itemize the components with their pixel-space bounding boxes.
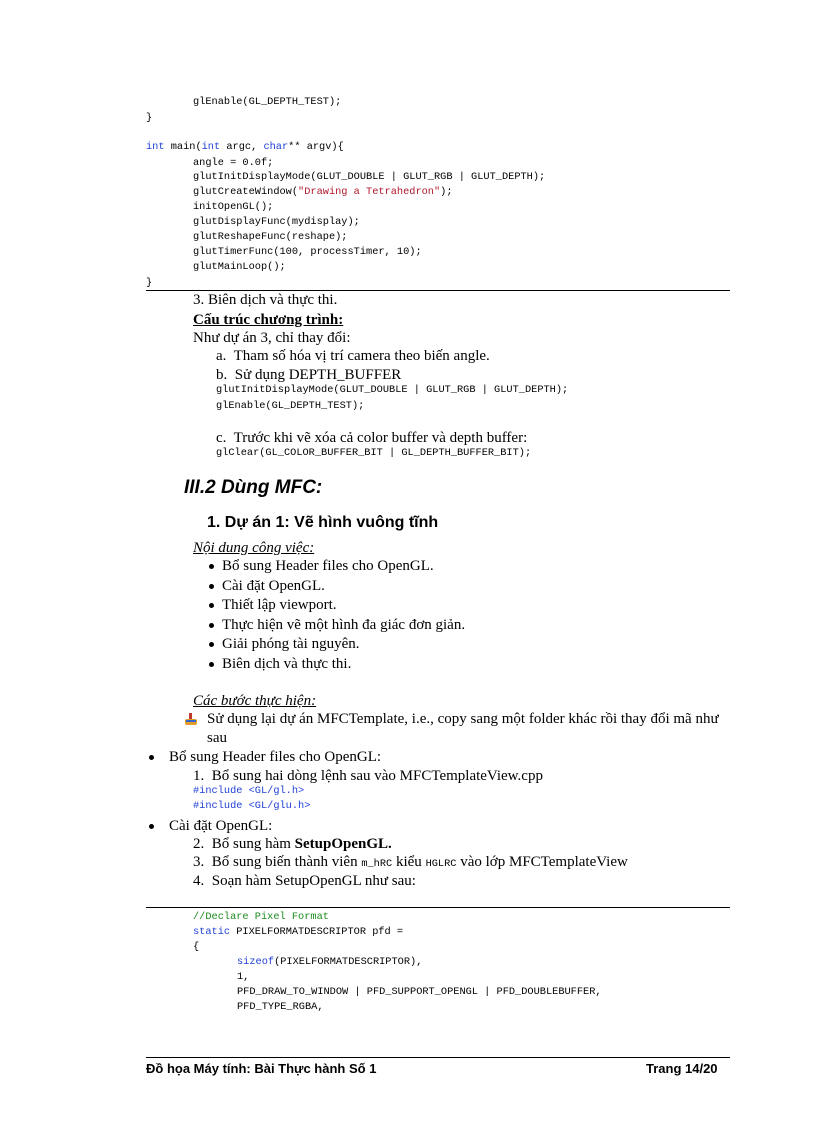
step-text: 4. Soạn hàm SetupOpenGL như sau:: [193, 873, 416, 889]
task-item: Biên dịch và thực thi.: [222, 656, 352, 672]
code-line: glutMainLoop();: [193, 261, 286, 273]
code-line: initOpenGL();: [193, 201, 274, 213]
text: vào lớp MFCTemplateView: [456, 854, 628, 870]
paragraph: Sử dụng lại dự án MFCTemplate, i.e., copy sang một folder khác rồi thay đổi mã như: [207, 711, 719, 727]
code-line: [193, 186, 453, 199]
step-text: [193, 835, 392, 853]
step-text: 3. Biên dịch và thực thi.: [193, 292, 338, 308]
code-line: glClear(GL_COLOR_BUFFER_BIT | GL_DEPTH_BUFFER_BIT);: [216, 447, 532, 459]
bullet-icon: [209, 662, 214, 667]
bullet-icon: [209, 603, 214, 608]
code-line: #include <GL/gl.h>: [193, 785, 305, 797]
string-literal: "Drawing a Tetrahedron": [298, 186, 441, 198]
footer-rule: [146, 1057, 730, 1058]
code-line: glutTimerFunc(100, processTimer, 10);: [193, 246, 422, 258]
keyword: int: [201, 141, 221, 153]
list-item: a. Tham số hóa vị trí camera theo biến angle.: [216, 348, 490, 364]
code-line: glutDisplayFunc(mydisplay);: [193, 216, 360, 228]
footer-title: Đồ họa Máy tính: Bài Thực hành Số 1: [146, 1061, 377, 1076]
code-text: argc,: [220, 141, 264, 153]
paragraph: Như dự án 3, chỉ thay đổi:: [193, 330, 351, 346]
code-line: angle = 0.0f;: [193, 157, 274, 169]
code-text: PIXELFORMATDESCRIPTOR pfd =: [230, 926, 404, 938]
bullet-icon: [209, 642, 214, 647]
subsection-heading: 1. Dự án 1: Vẽ hình vuông tĩnh: [207, 514, 439, 531]
code-line: PFD_DRAW_TO_WINDOW | PFD_SUPPORT_OPENGL | PFD_DOUBLEBUFFER,: [237, 986, 602, 998]
task-item: Cài đặt OpenGL.: [222, 578, 325, 594]
code-line-main: [146, 141, 344, 154]
code-text: main(: [164, 141, 202, 153]
bullet-item: Cài đặt OpenGL:: [169, 818, 273, 834]
text: kiểu: [392, 854, 426, 870]
keyword: sizeof: [237, 956, 275, 968]
page-number: Trang 14/20: [646, 1061, 718, 1076]
code-line: [193, 926, 403, 939]
code-block-rule: [146, 907, 730, 908]
code-line: PFD_TYPE_RGBA,: [237, 1001, 324, 1013]
code-text: (PIXELFORMATDESCRIPTOR),: [274, 956, 423, 968]
steps-title: Các bước thực hiện:: [193, 693, 317, 709]
pointer-hand-icon: [184, 713, 198, 726]
bullet-icon: [149, 824, 154, 829]
tasks-title: Nội dung công việc:: [193, 540, 315, 556]
text: 3. Bổ sung biến thành viên: [193, 854, 362, 870]
inline-code: HGLRC: [425, 858, 457, 870]
bold-text: SetupOpenGL.: [294, 836, 392, 852]
bullet-icon: [209, 623, 214, 628]
section-heading: III.2 Dùng MFC:: [184, 477, 323, 498]
step-text: 1. Bổ sung hai dòng lệnh sau vào MFCTemplateView.cpp: [193, 768, 543, 784]
task-item: Giải phóng tài nguyên.: [222, 636, 360, 652]
code-line: {: [193, 941, 200, 953]
bullet-icon: [209, 584, 214, 589]
task-item: Thực hiện vẽ một hình đa giác đơn giản.: [222, 617, 466, 633]
text: 2. Bổ sung hàm: [193, 836, 295, 852]
code-line: glEnable(GL_DEPTH_TEST);: [193, 96, 342, 108]
list-item: c. Trước khi vẽ xóa cả color buffer và depth buffer:: [216, 430, 528, 446]
keyword: int: [146, 141, 165, 153]
code-line: glEnable(GL_DEPTH_TEST);: [216, 400, 365, 412]
task-item: Bổ sung Header files cho OpenGL.: [222, 558, 434, 574]
keyword: static: [193, 926, 231, 938]
paragraph: sau: [207, 730, 227, 746]
list-item: b. Sử dụng DEPTH_BUFFER: [216, 367, 402, 383]
step-text: [193, 853, 628, 871]
bullet-item: Bổ sung Header files cho OpenGL:: [169, 749, 382, 765]
bullet-icon: [149, 755, 154, 760]
code-line: 1,: [237, 971, 250, 983]
code-line: [237, 956, 422, 969]
keyword: char: [263, 141, 289, 153]
task-item: Thiết lập viewport.: [222, 597, 337, 613]
code-line: #include <GL/glu.h>: [193, 800, 311, 812]
code-text: ** argv){: [288, 141, 344, 153]
code-comment: //Declare Pixel Format: [193, 911, 329, 923]
code-text: glutCreateWindow(: [193, 186, 299, 198]
code-line: glutInitDisplayMode(GLUT_DOUBLE | GLUT_RGB | GLUT_DEPTH);: [216, 384, 569, 396]
section-title: Cấu trúc chương trình:: [193, 312, 344, 328]
code-line: glutInitDisplayMode(GLUT_DOUBLE | GLUT_RGB | GLUT_DEPTH);: [193, 171, 546, 183]
bullet-icon: [209, 564, 214, 569]
inline-code: m_hRC: [361, 858, 393, 870]
code-text: );: [440, 186, 453, 198]
code-line: glutReshapeFunc(reshape);: [193, 231, 348, 243]
code-line: }: [146, 112, 153, 124]
code-line: }: [146, 277, 153, 289]
